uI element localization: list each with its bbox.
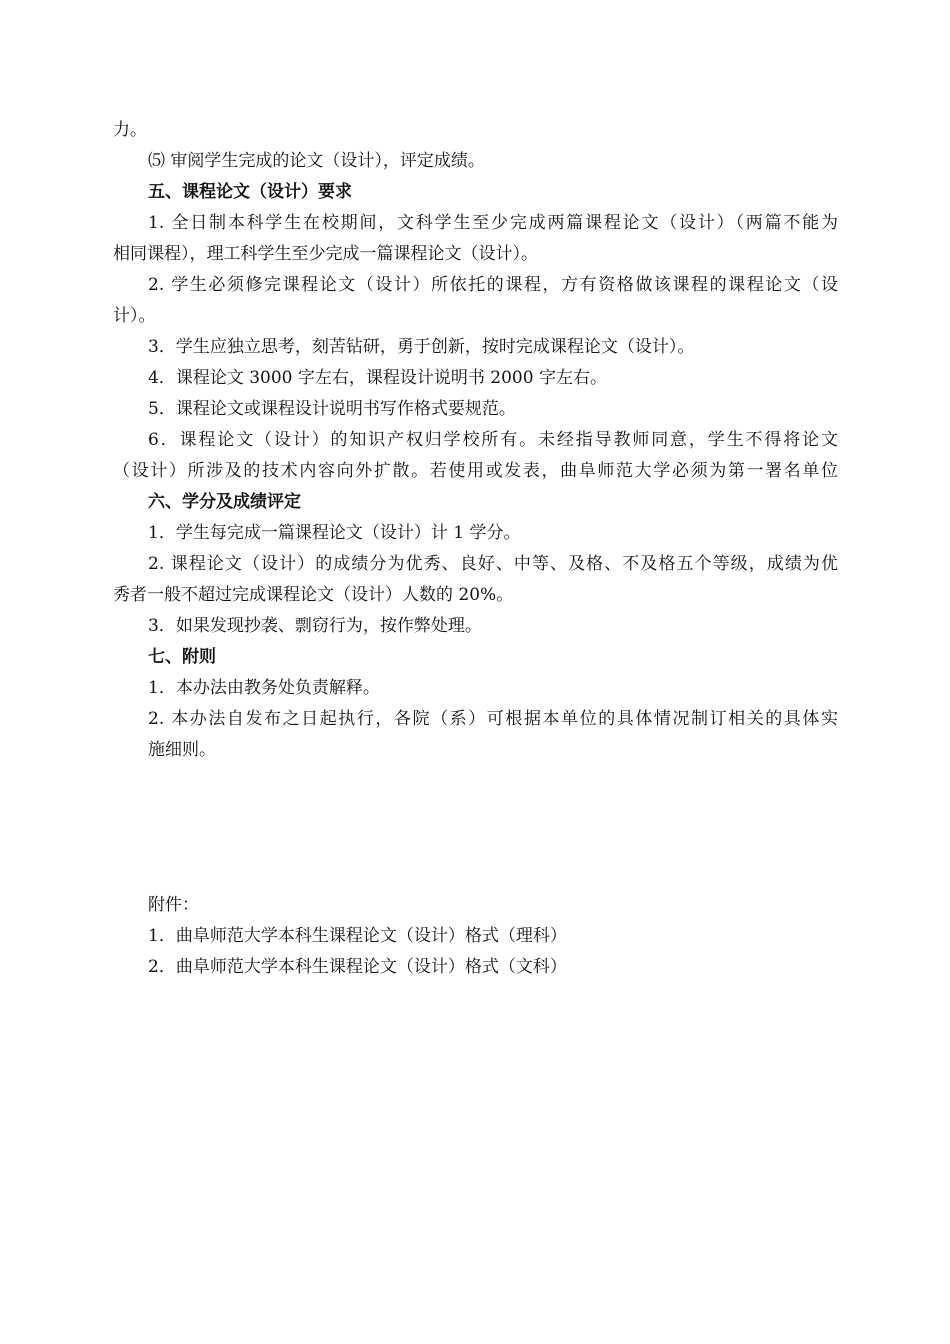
text-line: 1．本办法由教务处负责解释。: [148, 678, 380, 698]
text-line: 2. 课程论文（设计）的成绩分为优秀、良好、中等、及格、不及格五个等级，成绩为优: [148, 554, 838, 574]
text-line: 相同课程），理工科学生至少完成一篇课程论文（设计）。: [113, 244, 538, 264]
text-line: ⑸ 审阅学生完成的论文（设计），评定成绩。: [148, 151, 485, 171]
section-heading: 六、学分及成绩评定: [148, 492, 301, 512]
text-line: 秀者一般不超过完成课程论文（设计）人数的 20%。: [113, 585, 514, 605]
text-line: 3．学生应独立思考，刻苦钻研，勇于创新，按时完成课程论文（设计）。: [148, 337, 695, 357]
attachment-item: 2．曲阜师范大学本科生课程论文（设计）格式（文科）: [148, 957, 567, 977]
attachments-label: 附件：: [148, 895, 199, 915]
text-line: 计）。: [113, 306, 156, 326]
attachment-item: 1．曲阜师范大学本科生课程论文（设计）格式（理科）: [148, 926, 567, 946]
text-line: 2. 本办法自发布之日起执行，各院（系）可根据本单位的具体情况制订相关的具体实: [148, 709, 838, 729]
text-line: 4．课程论文 3000 字左右，课程设计说明书 2000 字左右。: [148, 368, 607, 388]
text-line: 2. 学生必须修完课程论文（设计）所依托的课程，方有资格做该课程的课程论文（设: [148, 275, 838, 295]
text-line: 3．如果发现抄袭、剽窃行为，按作弊处理。: [148, 616, 482, 636]
text-line: 5．课程论文或课程设计说明书写作格式要规范。: [148, 399, 516, 419]
section-heading: 五、课程论文（设计）要求: [148, 182, 352, 202]
text-line: 施细则。: [148, 740, 216, 760]
text-line: 6．课程论文（设计）的知识产权归学校所有。未经指导教师同意，学生不得将论文: [148, 430, 838, 450]
text-line: 力。: [113, 120, 147, 140]
text-line: 1. 全日制本科学生在校期间，文科学生至少完成两篇课程论文（设计）（两篇不能为: [148, 213, 838, 233]
text-line: 1．学生每完成一篇课程论文（设计）计 1 学分。: [148, 523, 521, 543]
section-heading: 七、附则: [148, 647, 216, 667]
text-line: （设计）所涉及的技术内容向外扩散。若使用或发表，曲阜师范大学必须为第一署名单位: [113, 461, 838, 481]
